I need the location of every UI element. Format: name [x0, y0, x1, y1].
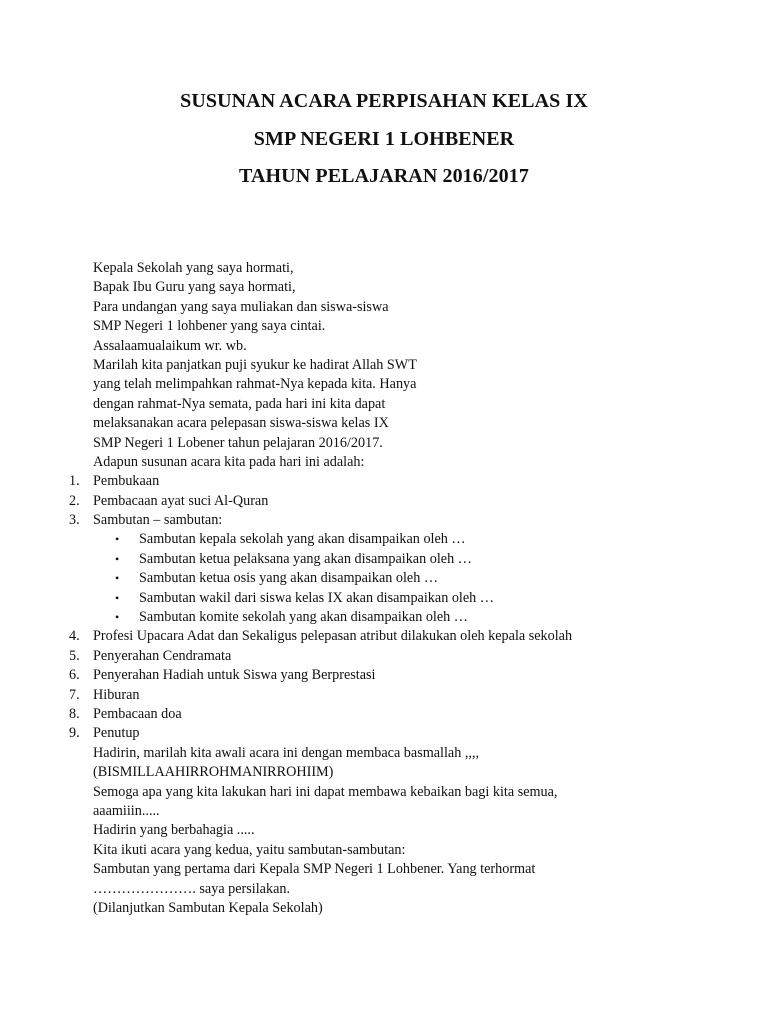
agenda-item-text: Penyerahan Cendramata [93, 647, 232, 664]
speech-item [0, 569, 768, 588]
speech-item [0, 608, 768, 627]
opening-line: yang telah melimpahkan rahmat-Nya kepada kita. Hanya [93, 376, 417, 393]
speech-item-text: Sambutan ketua pelaksana yang akan disampaikan oleh … [139, 550, 472, 567]
opening-line: SMP Negeri 1 Lobener tahun pelajaran 2016/2017. [93, 434, 383, 451]
opening-line: SMP Negeri 1 lohbener yang saya cintai. [93, 318, 326, 335]
closing-line: Sambutan yang pertama dari Kepala SMP Negeri 1 Lohbener. Yang terhormat [93, 861, 536, 878]
agenda-item-text: Penutup [93, 725, 140, 742]
opening-line: Kepala Sekolah yang saya hormati, [93, 260, 294, 276]
agenda-item [0, 666, 768, 685]
agenda-item-text: Pembacaan doa [93, 705, 182, 722]
bullet-icon: • [115, 571, 120, 586]
opening-line: Assalaamualaikum wr. wb. [93, 337, 247, 354]
agenda-item-text: Penyerahan Hadiah untuk Siswa yang Berprestasi [93, 667, 376, 684]
document-title-line3: TAHUN PELAJARAN 2016/2017 [239, 165, 529, 187]
document-title-line2: SMP NEGERI 1 LOHBENER [253, 128, 515, 150]
opening-line: Bapak Ibu Guru yang saya hormati, [93, 279, 296, 296]
speech-item-text: Sambutan kepala sekolah yang akan disampaikan oleh … [139, 531, 466, 548]
agenda-item-number: 5. [69, 647, 80, 664]
agenda-item-number: 2. [69, 492, 80, 509]
speech-item-text: Sambutan ketua osis yang akan disampaikan oleh … [139, 570, 439, 587]
agenda-item [0, 472, 768, 491]
agenda-item-text: Pembukaan [93, 473, 160, 490]
agenda-item [0, 686, 768, 705]
bullet-icon: • [115, 590, 120, 605]
agenda-item-text: Sambutan – sambutan: [93, 512, 223, 529]
agenda-item-number: 9. [69, 725, 80, 742]
opening-line: melaksanakan acara pelepasan siswa-siswa kelas IX [93, 415, 389, 432]
closing-line: aaamiiin..... [93, 802, 160, 819]
closing-line: Hadirin yang berbahagia ..... [93, 822, 255, 839]
bullet-icon: • [115, 532, 120, 547]
bullet-icon: • [115, 551, 120, 566]
speech-item [0, 550, 768, 569]
closing-line: Hadirin, marilah kita awali acara ini dengan membaca basmallah ,,,, [93, 744, 480, 761]
closing-line: (BISMILLAAHIRROHMANIRROHIIM) [93, 764, 334, 781]
document-body [0, 259, 768, 918]
agenda-item [0, 511, 768, 530]
agenda-item-text: Hiburan [93, 686, 140, 703]
agenda-item [0, 647, 768, 666]
speech-item [0, 589, 768, 608]
agenda-item [0, 705, 768, 724]
agenda-item [0, 627, 768, 646]
document-title-line1: SUSUNAN ACARA PERPISAHAN KELAS IX [180, 90, 588, 112]
agenda-item-number: 1. [69, 473, 80, 490]
speech-item-text: Sambutan wakil dari siswa kelas IX akan disampaikan oleh … [139, 589, 494, 606]
opening-line: dengan rahmat-Nya semata, pada hari ini kita dapat [93, 395, 386, 412]
closing-line: Semoga apa yang kita lakukan hari ini dapat membawa kebaikan bagi kita semua, [93, 783, 558, 800]
bullet-icon: • [115, 610, 120, 625]
agenda-item-number: 8. [69, 705, 80, 722]
agenda-item [0, 492, 768, 511]
agenda-item [0, 724, 768, 743]
agenda-item-number: 6. [69, 667, 80, 684]
closing-line: (Dilanjutkan Sambutan Kepala Sekolah) [93, 899, 323, 916]
agenda-item-text: Pembacaan ayat suci Al-Quran [93, 492, 269, 509]
opening-line: Para undangan yang saya muliakan dan siswa-siswa [93, 298, 389, 315]
closing-line: Kita ikuti acara yang kedua, yaitu sambutan-sambutan: [93, 841, 406, 858]
agenda-item-number: 3. [69, 512, 80, 529]
speech-item [0, 530, 768, 549]
opening-line: Adapun susunan acara kita pada hari ini adalah: [93, 453, 365, 470]
speech-item-text: Sambutan komite sekolah yang akan disampaikan oleh … [139, 609, 468, 626]
opening-line: Marilah kita panjatkan puji syukur ke hadirat Allah SWT [93, 356, 417, 373]
closing-line: …………………. saya persilakan. [93, 880, 291, 897]
agenda-item-number: 4. [69, 628, 80, 645]
agenda-item-text: Profesi Upacara Adat dan Sekaligus pelepasan atribut dilakukan oleh kepala sekolah [93, 628, 573, 645]
agenda-item-number: 7. [69, 686, 80, 703]
